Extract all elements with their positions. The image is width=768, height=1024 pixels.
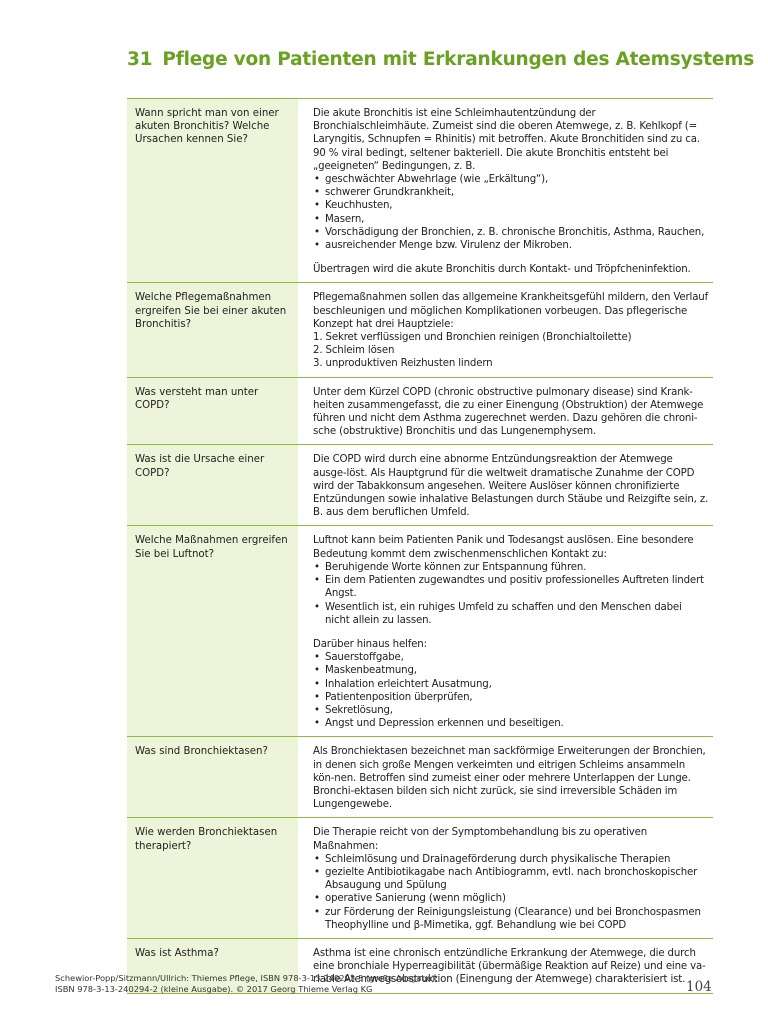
footer-line: ISBN 978-3-13-240294-2 (kleine Ausgabe). © 2017 Georg Thieme Verlag KG [55, 984, 373, 994]
answer-cell [298, 737, 713, 817]
question-cell: Welche Maßnahmen ergreifen Sie bei Luftnot? [127, 526, 298, 736]
list-item: • schwerer Grundkrankheit, [313, 186, 709, 199]
list-item: • Ein dem Patienten zugewandtes und positiv professionelles Auftreten lindert Angst. [313, 574, 709, 600]
qa-table [127, 98, 713, 994]
chapter-title-text: Pflege von Patienten mit Erkrankungen des Atemsystems [162, 49, 755, 70]
chapter-title [127, 49, 754, 70]
answer-paragraph: Die Therapie reicht von der Symptombehandlung bis zu operativen Maßnahmen: [313, 827, 648, 852]
answer-paragraph: Als Bronchiektasen bezeichnet man sackförmige Erweiterungen der Bronchien, in denen sich große Mengen verkeimten und eitrigen Schleims ansammeln kön-nen. Betroffen sind zumeist einer oder mehrere Unterlappen der Lunge. Bronchi-ektasen bilden sich nicht zurück, sie sind irreversible Schäden im Lungengewebe. [313, 746, 706, 811]
footer-citation [55, 973, 438, 995]
list-item: • geschwächter Abwehrlage (wie „Erkältung“), [313, 173, 709, 186]
list-item: • ausreichender Menge bzw. Virulenz der Mikroben. [313, 239, 709, 252]
list-item: 3. unproduktiven Reizhusten lindern [313, 358, 493, 370]
answer-cell [298, 283, 713, 376]
answer-paragraph: Pflegemaßnahmen sollen das allgemeine Krankheitsgefühl mildern, den Verlauf beschleunigen und möglichen Komplikationen vorbeugen. Das pflegerische Konzept hat drei Hauptziele: [313, 292, 709, 330]
answer-cell [298, 526, 713, 736]
qa-row [127, 445, 713, 526]
qa-row [127, 378, 713, 446]
list-item: 1. Sekret verflüssigen und Bronchien reinigen (Bronchialtoilette) [313, 332, 632, 344]
list-item: • operative Sanierung (wenn möglich) [313, 892, 709, 905]
answer-paragraph: Luftnot kann beim Patienten Panik und Todesangst auslösen. Eine besondere Bedeutung kommt dem zwischenmenschlichen Kontakt zu: [313, 535, 694, 560]
footer-line: Schewior-Popp/Sitzmann/Ullrich: Thiemes Pflege, ISBN 978-3-13-240293-5 (große Ausgabe); [55, 973, 438, 983]
answer-paragraph: Asthma ist eine chronisch entzündliche Erkrankung der Atemwege, die durch eine bronchiale Hyperreagibilität (übermäßige Reaktion auf Reize) und eine va-riable Atemwegsobstruktion (Einengung der Atemwege) charakterisiert ist. [313, 947, 706, 986]
question-cell: Was ist die Ursache einer COPD? [127, 445, 298, 525]
bullet-list [313, 853, 709, 932]
list-item: • Inhalation erleichtert Ausatmung, [313, 678, 709, 691]
list-item: • gezielte Antibiotikagabe nach Antibiogramm, evtl. nach bronchoskopischer Absaugung und Spülung [313, 866, 709, 892]
bullet-list [313, 651, 709, 730]
qa-row [127, 737, 713, 818]
list-item: • Keuchhusten, [313, 199, 709, 212]
question-cell: Was sind Bronchiektasen? [127, 737, 298, 817]
question-cell: Wie werden Bronchiektasen therapiert? [127, 818, 298, 938]
answer-paragraph: Darüber hinaus helfen: [313, 638, 427, 650]
answer-cell [298, 445, 713, 525]
answer-cell [298, 818, 713, 938]
answer-paragraph: Die akute Bronchitis ist eine Schleimhautentzündung der Bronchialschleimhäute. Zumeist sind die oberen Atemwege, z. B. Kehlkopf (= Laryngitis, Schnupfen = Rhinitis) mit betroffen. Akute Bronchitiden sind zu ca. 90 % viral bedingt, seltener bakteriell. Die akute Bronchitis entsteht bei „geeigneten“ Bedingungen, z. B. [313, 108, 700, 172]
answer-cell [298, 378, 713, 445]
list-item: • Angst und Depression erkennen und beseitigen. [313, 717, 709, 730]
page-number: 104 [686, 979, 712, 995]
qa-row [127, 283, 713, 377]
question-cell: Welche Pflegemaßnahmen ergreifen Sie bei einer akuten Bronchitis? [127, 283, 298, 376]
list-item: • zur Förderung der Reinigungsleistung (Clearance) und bei Bronchospasmen Theophylline und β-Mimetika, ggf. Behandlung wie bei COPD [313, 906, 709, 932]
qa-row [127, 99, 713, 283]
answer-paragraph: Unter dem Kürzel COPD (chronic obstructive pulmonary disease) sind Krank-heiten zusammengefasst, die zu einer Einengung (Obstruktion) der Atemwege führen und nicht dem Asthma zugerechnet werden. Dazu gehören die chroni-sche (obstruktive) Bronchitis und das Lungenemphysem. [313, 386, 704, 438]
list-item: • Beruhigende Worte können zur Entspannung führen. [313, 561, 709, 574]
list-item: • Patientenposition überprüfen, [313, 691, 709, 704]
bullet-list [313, 173, 709, 252]
list-item: • Maskenbeatmung, [313, 664, 709, 677]
list-item: • Masern, [313, 213, 709, 226]
question-cell: Wann spricht man von einer akuten Bronchitis? Welche Ursachen kennen Sie? [127, 99, 298, 282]
list-item: • Vorschädigung der Bronchien, z. B. chronische Bronchitis, Asthma, Rauchen, [313, 226, 709, 239]
qa-row [127, 526, 713, 737]
question-cell: Was ist Asthma? [127, 939, 298, 993]
bullet-list [313, 561, 709, 627]
answer-paragraph: Übertragen wird die akute Bronchitis durch Kontakt- und Tröpfcheninfektion. [313, 264, 691, 276]
chapter-number: 31 [127, 49, 153, 70]
answer-cell [298, 99, 713, 282]
question-cell: Was versteht man unter COPD? [127, 378, 298, 445]
list-item: • Sauerstoffgabe, [313, 651, 709, 664]
qa-row [127, 818, 713, 939]
list-item: • Wesentlich ist, ein ruhiges Umfeld zu schaffen und den Menschen dabei nicht allein zu lassen. [313, 601, 709, 627]
list-item: • Sekretlösung, [313, 704, 709, 717]
list-item: • Schleimlösung und Drainageförderung durch physikalische Therapien [313, 853, 709, 866]
list-item: 2. Schleim lösen [313, 345, 395, 357]
numbered-list [313, 331, 709, 371]
answer-paragraph: Die COPD wird durch eine abnorme Entzündungsreaktion der Atemwege ausge-löst. Als Hauptgrund für die weltweit dramatische Zunahme der COPD wird der Tabakkonsum angesehen. Weitere Auslöser können chronifizierte Entzündungen sowie inhalative Belastungen durch Stäube und Reizgifte sein, z. B. aus dem beruflichen Umfeld. [313, 454, 709, 519]
